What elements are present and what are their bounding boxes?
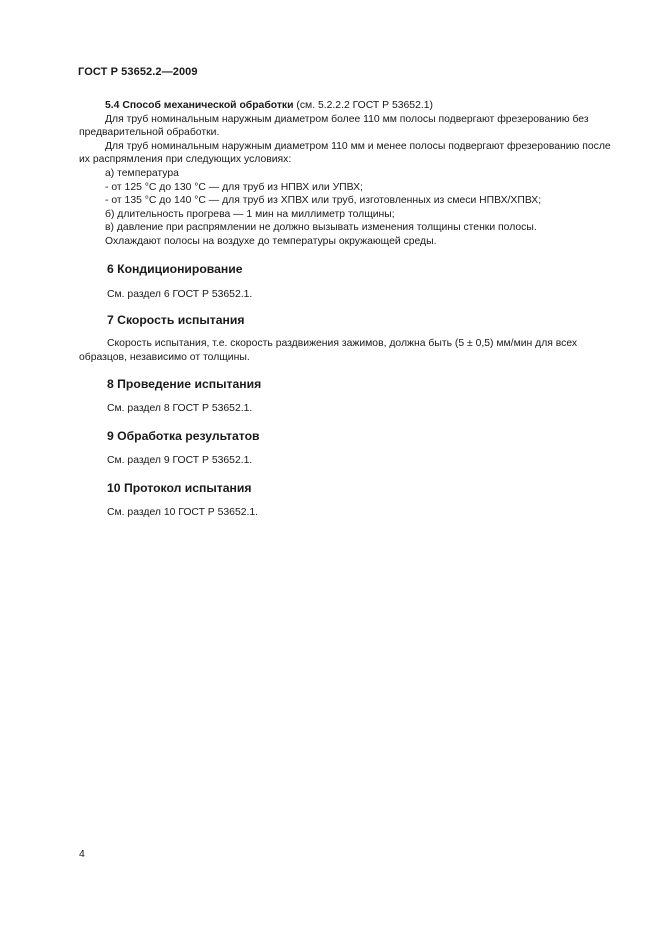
clause-5-4-title-line bbox=[79, 99, 615, 113]
section-10-heading: 10 Протокол испытания bbox=[107, 481, 252, 495]
document-header: ГОСТ Р 53652.2—2009 bbox=[78, 66, 198, 78]
list-item-a: а) температура bbox=[105, 167, 179, 179]
section-7-text: Скорость испытания, т.е. скорость раздвижения зажимов, должна быть (5 ± 0,5) мм/мин для всех образцов, независимо от толщины. bbox=[79, 338, 578, 363]
section-6-text: См. раздел 6 ГОСТ Р 53652.1. bbox=[107, 289, 253, 300]
section-6-heading: 6 Кондиционирование bbox=[107, 262, 243, 276]
clause-5-4-title: 5.4 Способ механической обработки bbox=[105, 100, 294, 111]
section-8-text: См. раздел 8 ГОСТ Р 53652.1. bbox=[107, 403, 253, 414]
list-item-b: б) длительность прогрева — 1 мин на миллиметр толщины; bbox=[105, 208, 395, 220]
cooling-note: Охлаждают полосы на воздухе до температуры окружающей среды. bbox=[105, 235, 437, 247]
clause-5-4 bbox=[79, 99, 615, 249]
list-item-a2: - от 135 °С до 140 °С — для труб из ХПВХ или труб, изготовленных из смеси НПВХ/ХПВХ; bbox=[105, 195, 542, 207]
section-8-heading: 8 Проведение испытания bbox=[107, 377, 262, 391]
page-number: 4 bbox=[79, 849, 85, 860]
clause-5-4-paragraph-2: Для труб номинальным наружным диаметром 110 мм и менее полосы подвергают фрезерованию после их распрямления при следующих условиях: bbox=[79, 140, 611, 166]
section-10-text: См. раздел 10 ГОСТ Р 53652.1. bbox=[107, 507, 259, 518]
clause-5-4-paragraph-1: Для труб номинальным наружным диаметром более 110 мм полосы подвергают фрезерованию без предварительной обработки. bbox=[79, 113, 589, 139]
list-item-a1: - от 125 °С до 130 °С — для труб из НПВХ или УПВХ; bbox=[105, 181, 363, 193]
section-9-text: См. раздел 9 ГОСТ Р 53652.1. bbox=[107, 455, 253, 466]
clause-5-4-reference: (см. 5.2.2.2 ГОСТ Р 53652.1) bbox=[293, 100, 433, 111]
section-7-heading: 7 Скорость испытания bbox=[107, 313, 245, 327]
list-item-v: в) давление при распрямлении не должно вызывать изменения толщины стенки полосы. bbox=[105, 222, 537, 234]
section-9-heading: 9 Обработка результатов bbox=[107, 429, 260, 443]
